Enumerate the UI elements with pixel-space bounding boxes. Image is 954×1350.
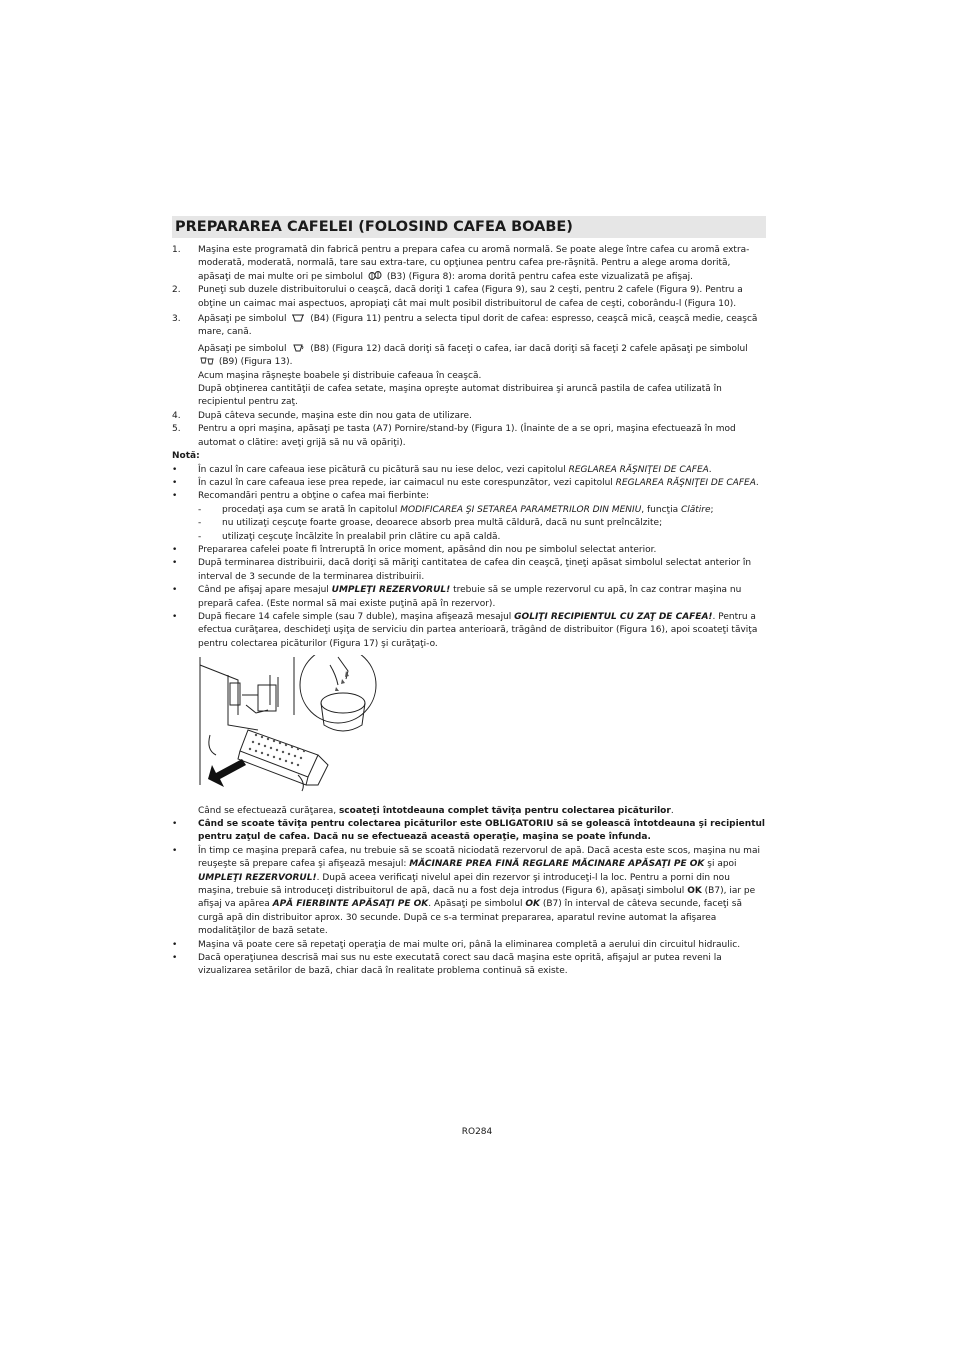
sub-item: - nu utilizaţi ceşcuţe foarte groase, deoarece absorb prea multă căldură, dacă nu sunt preîncălzite; xyxy=(198,518,663,529)
page xyxy=(172,216,766,979)
step-number: 2. xyxy=(172,285,181,296)
page-number: RO284 xyxy=(461,1127,493,1137)
step-5: 5. Pentru a opri maşina, apăsaţi pe tasta (A7) Pornire/stand-by (Figura 1). (Înainte de a se opri, maşina efectuează în mod automat o clătire: aveţi grijă să nu vă opăriţi). xyxy=(172,424,736,448)
note-item: • După terminarea distribuirii, dacă doriţi să măriţi cantitatea de cafea din ceaşcă, ţineţi apăsat simbolul selectat anterior în interval de 3 secunde de la terminarea distribuirii. xyxy=(172,558,752,582)
step-number: 1. xyxy=(172,245,181,255)
step-2: 2. Puneţi sub duzele distribuitorului o ceaşcă, dacă doriţi 1 cafea (Figura 9), sau 2 ceşti, pentru 2 cafele (Figura 9). Pentru a obţine un caimac mai aspectuos, apropiaţi cât mai mult posibil distribuitorul de cafea de ceşti, coborându-l (Figura 10). xyxy=(172,285,743,309)
note-item: • Când pe afişaj apare mesajul UMPLEŢI REZERVORUL! trebuie să se umple rezervorul cu apă, în caz contrar maşina nu prepară cafea. (Este normal să mai existe puţină apă în rezervor). xyxy=(172,585,742,609)
step-3-finish: După obţinerea cantităţii de cafea setate, maşina opreşte automat distribuirea şi aruncă pastila de cafea utilizată în recipientul pentru zaţ. xyxy=(198,384,722,408)
title-bar xyxy=(172,216,766,238)
step-3-detail: Apăsaţi pe simbolul (B8) (Figura 12) dacă doriţi să faceţi o cafea, iar dacă doriţi să faceţi 2 cafele apăsaţi pe simbolul (B9) (Figura 13). xyxy=(198,343,748,368)
note-item: • Când se scoate tăviţa pentru colectarea picăturilor este OBLIGATORIU să se golească întotdeauna şi recipientul pentru zaţul de cafea. Dacă nu se efectuează această operaţie, maşina se poate înfunda. xyxy=(172,819,765,843)
note-item: • În timp ce maşina prepară cafea, nu trebuie să se scoată niciodată rezervorul de apă. Dacă acesta este scos, maşina nu mai reuşeşte să prepare cafea şi afişează mesajul: MĂCINARE PREA FINĂ REGLARE MĂCINARE APĂSAŢI PE OK şi apoi UMPLEŢI REZERVORUL!. După aceea verificaţi nivelul apei din rezervor şi introduceţi-l la loc. Pentru a porni din nou maşina, trebuie să introduceţi distribuitorul de apă, dacă nu a fost deja introdus (Figura 6), apăsaţi simbolul OK (B7), iar pe afişaj va apărea APĂ FIERBINTE APĂSAŢI PE OK. Apăsaţi pe simbolul OK (B7) în interval de câteva secunde, faceţi să curgă apă din distribuitor aprox. 30 secunde. După ce s-a terminat prepararea, aparatul revine automat la afişarea modalităţilor de bază setate. xyxy=(172,845,760,937)
step-4: 4. După câteva secunde, maşina este din nou gata de utilizare. xyxy=(172,410,766,423)
drip-tray-illustration xyxy=(198,655,378,795)
sub-item: - utilizaţi ceşcuţe încălzite în prealabil prin clătire cu apă caldă. xyxy=(198,531,501,542)
two-cups-icon xyxy=(200,356,214,365)
coffee-beans-icon xyxy=(368,271,382,280)
step-3-grinding: Acum maşina răşneşte boabele şi distribuie cafeaua în ceaşcă. xyxy=(198,370,482,381)
step-1: 1. Maşina este programată din fabrică pentru a prepara cafea cu aromă normală. Se poate alege între cafea cu aromă extra-moderată, moderată, normală, tare sau extra-tare, cu opţiunea pentru cafea pre-răşnită. Pentru a alege aroma dorită, apăsaţi de mai multe ori pe simbolul (B3) (Figura 8): aroma dorită pentru cafea este vizualizată pe afişaj. xyxy=(172,245,750,282)
content xyxy=(172,244,766,979)
one-cup-icon xyxy=(291,343,305,352)
page-title: PREPARAREA CAFELEI (FOLOSIND CAFEA BOABE) xyxy=(175,219,573,235)
note-item: • Maşina vă poate cere să repetaţi operaţia de mai multe ori, până la eliminarea completă a aerului din circuitul hidraulic. xyxy=(172,939,741,950)
step-number: 3. xyxy=(172,314,181,325)
step-3: 3. Apăsaţi pe simbolul (B4) (Figura 11) pentru a selecta tipul dorit de cafea: espresso, ceaşcă mică, ceaşcă medie, ceaşcă mare, cană. xyxy=(172,314,758,338)
step-number: 5. xyxy=(172,424,181,435)
note-item: • Dacă operaţiunea descrisă mai sus nu este executată corect sau dacă maşina este oprită, afişajul ar putea reveni la vizualizarea setărilor de bază, chiar dacă în realitate problema continuă să existe. xyxy=(172,953,722,977)
sub-item: - procedaţi aşa cum se arată în capitolul MODIFICAREA ŞI SETAREA PARAMETRILOR DIN MENIU, funcţia Clătire; xyxy=(198,504,714,515)
note-item: • În cazul în care cafeaua iese prea repede, iar caimacul nu este corespunzător, vezi capitolul REGLAREA RĂŞNIŢEI DE CAFEA. xyxy=(172,477,759,488)
note-item: • Prepararea cafelei poate fi întreruptă în orice moment, apăsând din nou pe simbolul selectat anterior. xyxy=(172,544,657,555)
cup-size-icon xyxy=(291,313,305,322)
note-item: • După fiecare 14 cafele simple (sau 7 duble), maşina afişează mesajul GOLIŢI RECIPIENTUL CU ZAŢ DE CAFEA!. Pentru a efectua curăţarea, deschideţi uşiţa de serviciu din partea anterioară, trăgând de distribuitor (Figura 16), apoi scoateţi tăviţa pentru colectarea picăturilor (Figura 17) şi curăţaţi-o. xyxy=(172,611,758,649)
cleaning-warning: Când se efectuează curăţarea, scoateţi întotdeauna complet tăviţa pentru colectarea picăturilor. xyxy=(198,805,674,816)
note-label: Notă: xyxy=(172,451,200,462)
note-item: • Recomandări pentru a obţine o cafea mai fierbinte: xyxy=(172,491,430,502)
step-number: 4. xyxy=(172,410,181,421)
note-item: • În cazul în care cafeaua iese picătură cu picătură sau nu iese deloc, vezi capitolul REGLAREA RĂŞNIŢEI DE CAFEA. xyxy=(172,464,712,475)
